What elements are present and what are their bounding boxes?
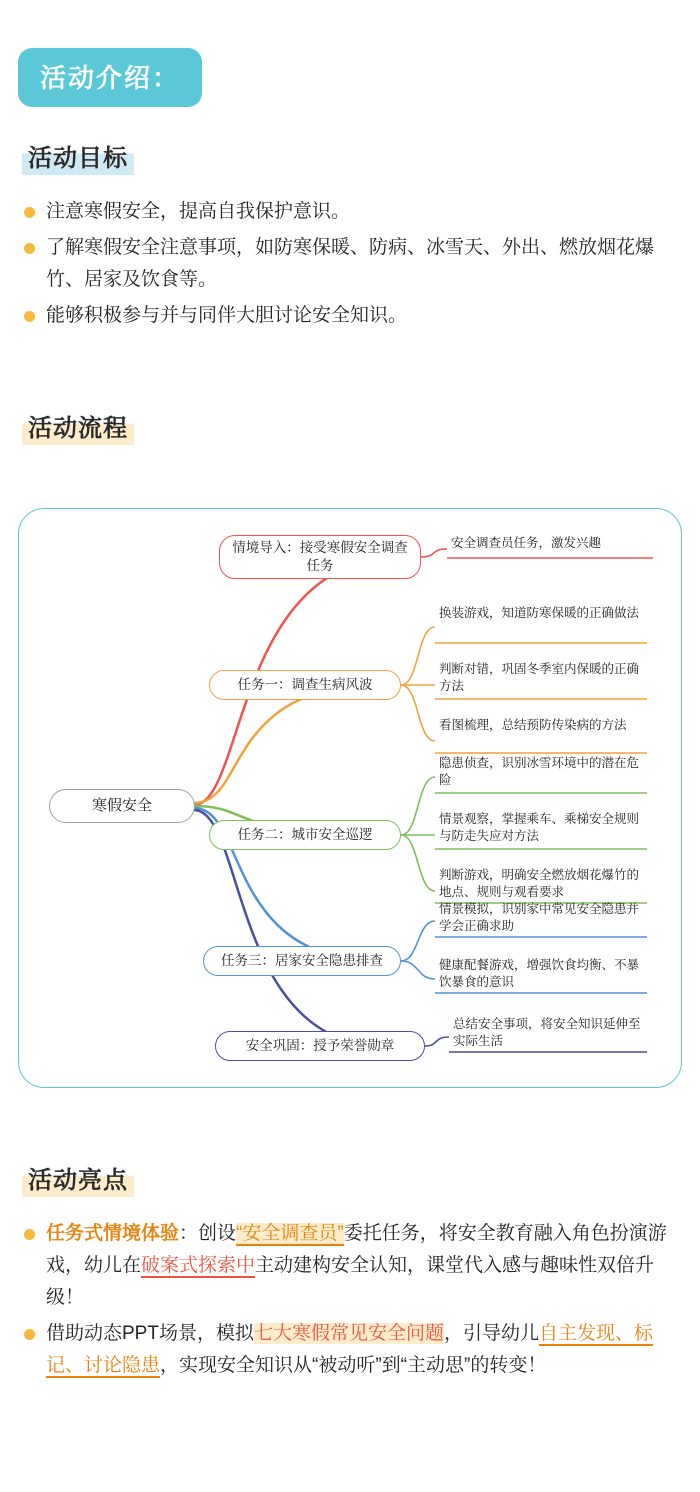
highlight-term: 破案式探索中 (141, 1255, 256, 1276)
mindmap-branch-node-4: 任务三：居家安全隐患排查 (203, 946, 401, 976)
mindmap-leaf: 情景模拟，识别家中常见安全隐患并学会正确求助 (439, 902, 640, 933)
mindmap-leaf: 总结安全事项，将安全知识延伸至实际生活 (453, 1017, 641, 1048)
highlight-text: 主动建构安全认知，课堂代入感与趣味性双倍升级！ (46, 1255, 655, 1308)
highlight-term: 自主发现、标记、讨论隐患 (46, 1323, 653, 1376)
mindmap-branch-node-3: 任务二：城市安全巡逻 (209, 820, 401, 850)
mindmap-leaf: 判断游戏，明确安全燃放烟花爆竹的地点、规则与观看要求 (439, 868, 640, 899)
goals-list (20, 196, 680, 336)
list-item (20, 1318, 680, 1382)
page-header-pill: 活动介绍： (18, 48, 202, 107)
section-title-goals: 活动目标 (22, 138, 134, 175)
highlight-term: “安全调查员” (236, 1223, 344, 1244)
mindmap-leaf: 健康配餐游戏，增强饮食均衡、不暴饮暴食的意识 (439, 958, 640, 989)
highlight-term: 任务式情境体验 (46, 1223, 180, 1244)
highlight-term: 七大寒假常见安全问题 (253, 1323, 444, 1344)
list-item: 了解寒假安全注意事项，如防寒保暖、防病、冰雪天、外出、燃放烟花爆竹、居家及饮食等。 (20, 232, 680, 296)
highlight-text: ，实现安全知识从“被动听”到“主动思”的转变！ (160, 1355, 547, 1376)
mindmap-leaf: 换装游戏，知道防寒保暖的正确做法 (439, 606, 640, 620)
mindmap-leaf: 判断对错，巩固冬季室内保暖的正确方法 (439, 662, 640, 693)
mindmap-branch-node-5: 安全巩固：授予荣誉勋章 (215, 1031, 425, 1061)
list-item: 注意寒假安全，提高自我保护意识。 (20, 196, 680, 228)
list-item (20, 1218, 680, 1314)
mindmap-leaf: 情景观察，掌握乘车、乘梯安全规则与防走失应对方法 (439, 812, 640, 843)
section-title-flow: 活动流程 (22, 408, 134, 445)
mindmap-card (18, 508, 682, 1088)
highlight-text: ，引导幼儿 (443, 1323, 539, 1344)
mindmap-leaf: 隐患侦查，识别冰雪环境中的潜在危险 (439, 756, 640, 787)
mindmap-branch-node-2: 任务一：调查生病风波 (209, 670, 401, 700)
mindmap-branch-node-1: 情境导入：接受寒假安全调查任务 (219, 535, 421, 579)
mindmap-root-node: 寒假安全 (49, 789, 195, 823)
highlight-text: 委托任务，将安全教育融入角色扮演游戏，幼儿在 (46, 1223, 667, 1276)
highlight-text: ：创设 (179, 1223, 237, 1244)
list-item: 能够积极参与并与同伴大胆讨论安全知识。 (20, 300, 680, 332)
highlights-list (20, 1218, 680, 1386)
mindmap-leaf: 看图梳理，总结预防传染病的方法 (439, 718, 627, 732)
highlight-text: 借助动态PPT场景，模拟 (46, 1323, 254, 1344)
mindmap-leaf: 安全调查员任务，激发兴趣 (451, 536, 602, 550)
section-title-highlights: 活动亮点 (22, 1160, 134, 1197)
